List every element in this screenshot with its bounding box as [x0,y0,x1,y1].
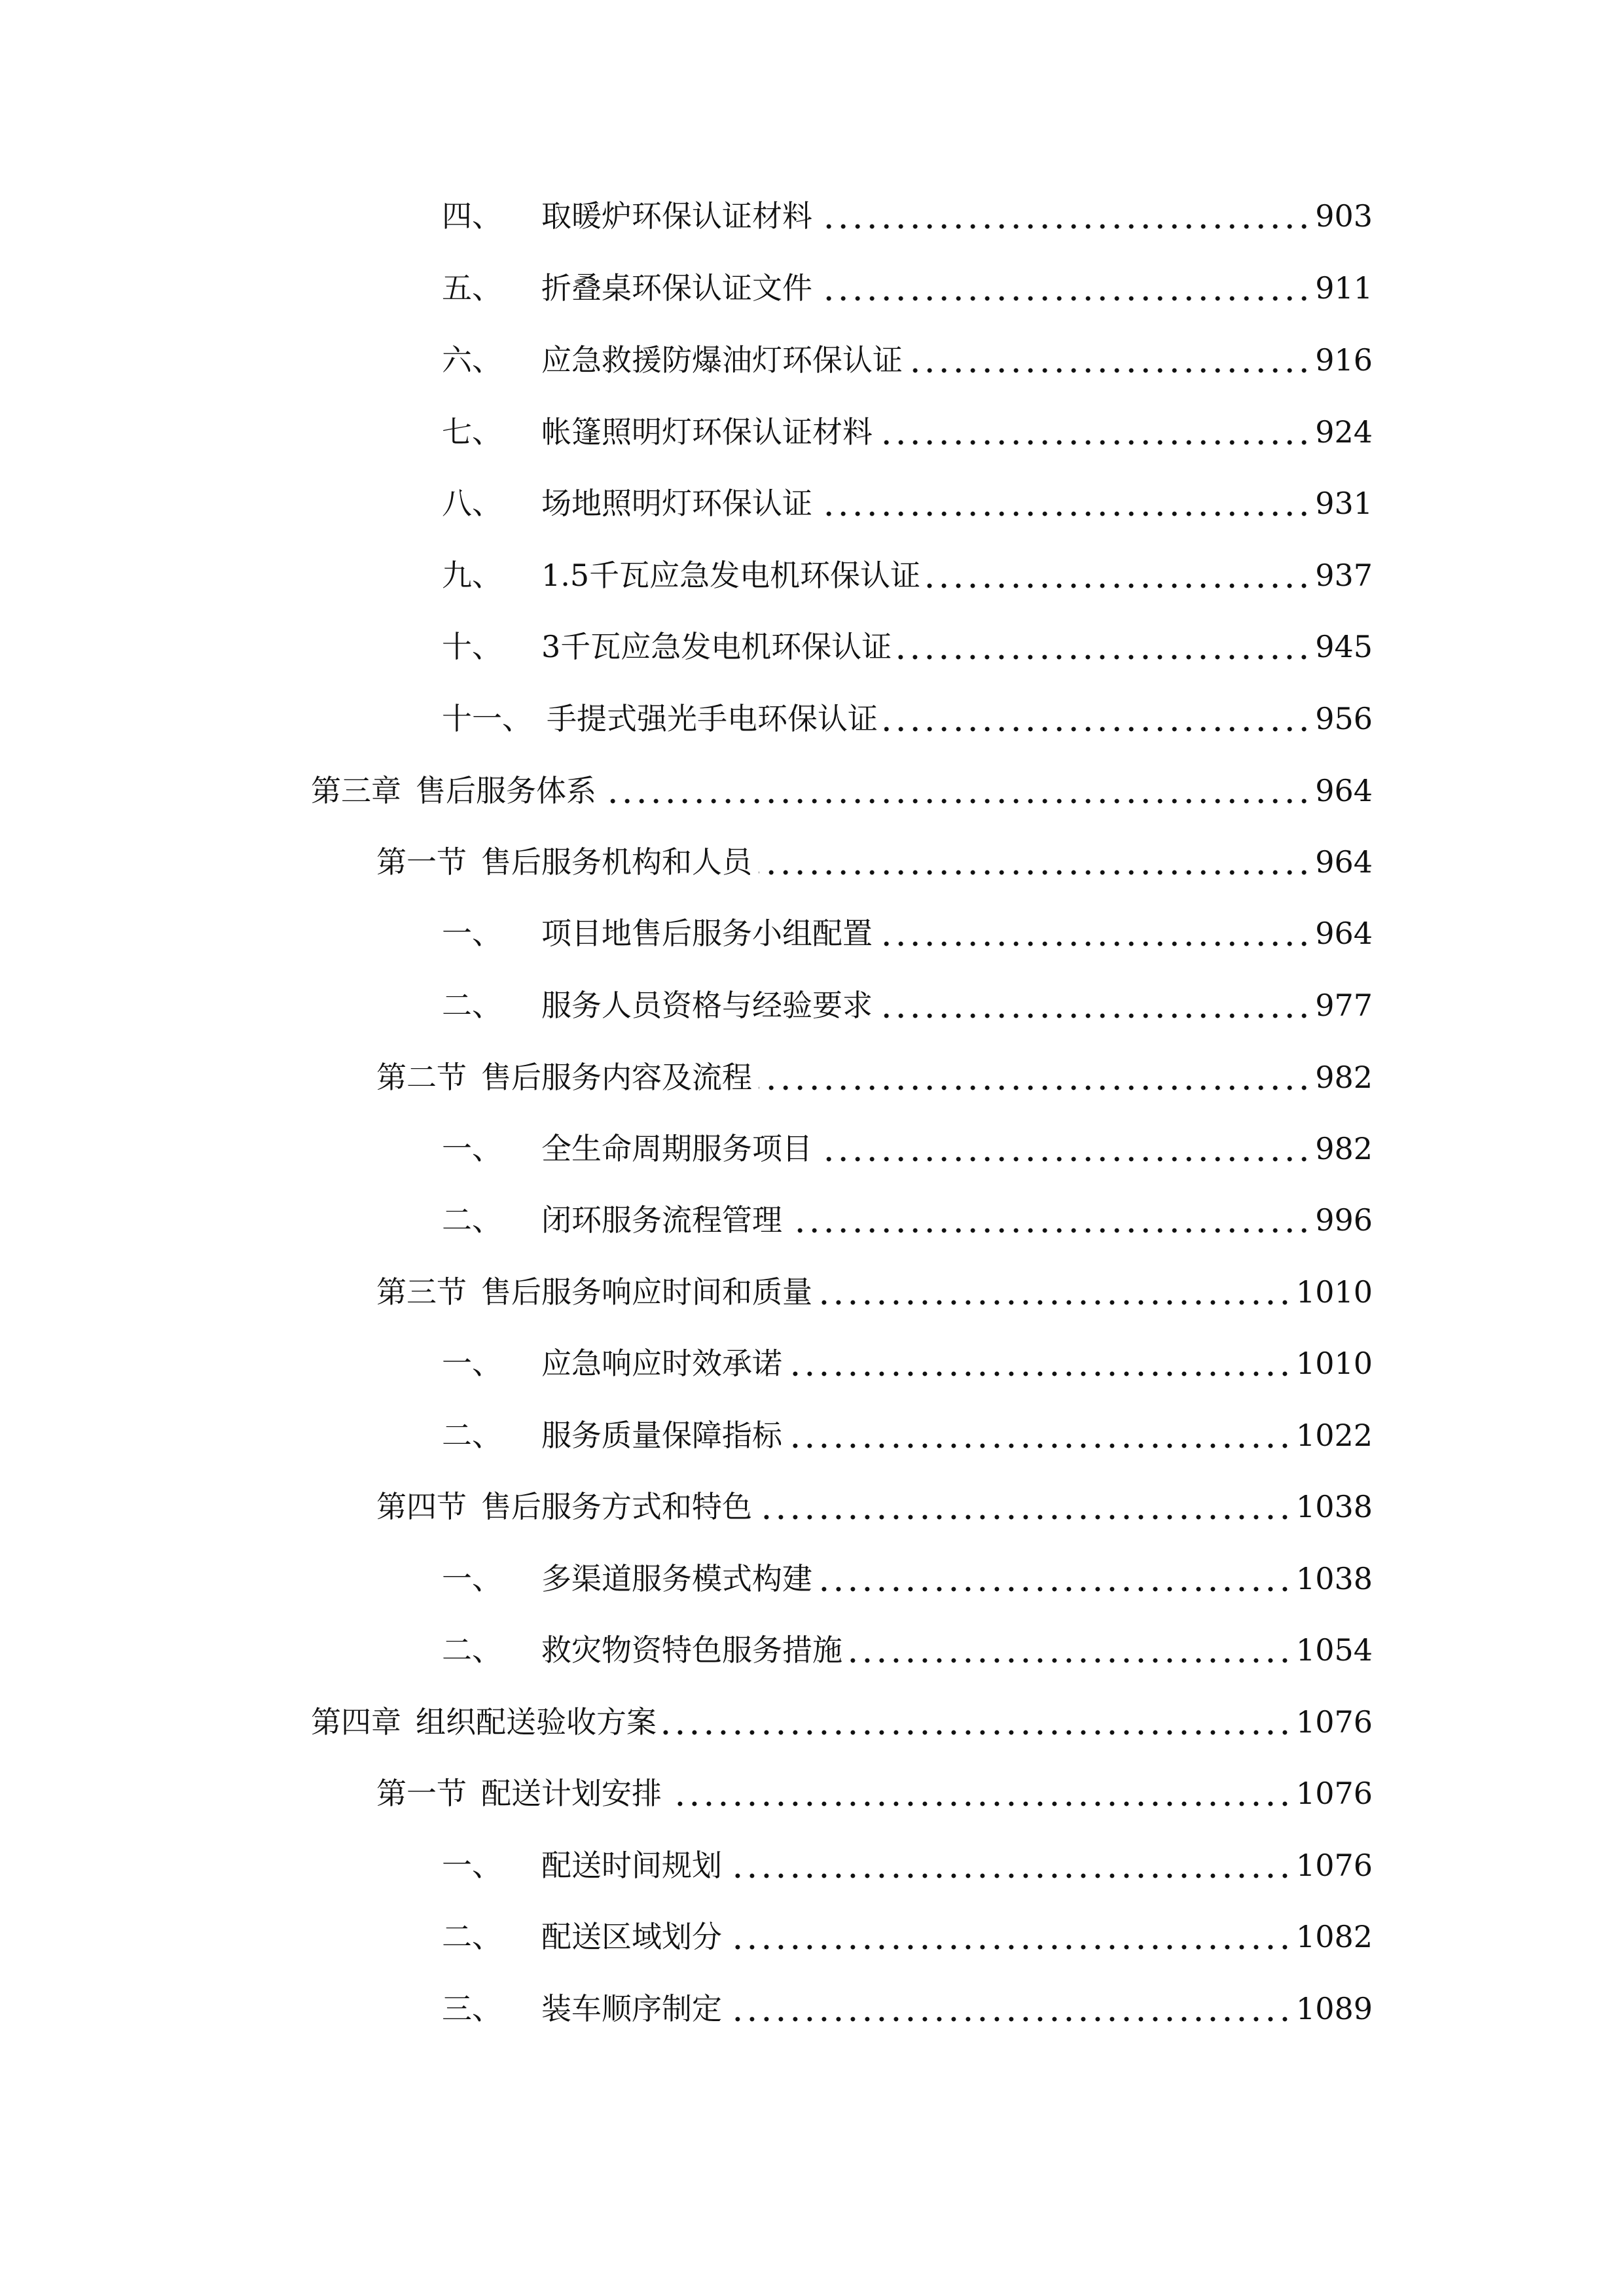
toc-entry-number: 二、 [442,1202,502,1238]
toc-entry-chapter[interactable] [311,1697,1373,1747]
dot-leader [789,1410,1292,1460]
toc-entry[interactable] [442,1195,1373,1245]
dot-leader [759,1482,1292,1532]
toc-entry-number: 一、 [442,1848,502,1883]
toc-entry-number: 二、 [442,988,502,1023]
toc-entry-number: 十、 [442,629,502,664]
dot-leader [909,335,1311,385]
toc-entry-title: 售后服务体系 [416,773,596,808]
toc-entry-page: 996 [1315,1202,1373,1238]
dot-leader [884,694,1311,744]
toc-entry-page: 977 [1315,988,1373,1023]
toc-entry-section[interactable] [376,837,1373,887]
toc-entry-number: 第三章 [311,773,401,808]
toc-entry[interactable] [442,1410,1373,1460]
toc-entry-title: 3千瓦应急发电机环保认证 [541,629,892,664]
toc-entry[interactable] [442,694,1373,744]
dot-leader [819,1267,1292,1317]
toc-entry-number: 四、 [442,198,502,234]
toc-entry-title: 装车顺序制定 [541,1991,722,2026]
dot-leader [849,1625,1292,1675]
toc-entry-number: 七、 [442,414,502,450]
dot-leader [668,1768,1292,1818]
dot-leader [879,980,1311,1030]
toc-entry-page: 924 [1315,414,1373,450]
toc-entry[interactable] [442,1840,1373,1890]
toc-entry-page: 931 [1315,486,1373,521]
toc-entry-page: 964 [1315,844,1373,880]
dot-leader [789,1338,1292,1388]
toc-entry-title: 闭环服务流程管理 [541,1202,782,1238]
toc-entry-page: 1038 [1295,1561,1373,1596]
dot-leader [789,1195,1311,1245]
toc-entry[interactable] [442,1554,1373,1604]
toc-entry-number: 一、 [442,916,502,951]
toc-entry-page: 1076 [1295,1704,1373,1740]
dot-leader [927,550,1311,600]
toc-entry-page: 1089 [1295,1991,1373,2026]
toc-entry-title: 售后服务机构和人员 [481,844,752,880]
dot-leader [663,1697,1292,1747]
toc-entry-number: 第二节 [376,1060,467,1095]
dot-leader [759,1052,1311,1102]
toc-entry-section[interactable] [376,1052,1373,1102]
toc-entry-number: 十一、 [442,701,532,736]
dot-leader [603,766,1311,816]
toc-entry-number: 六、 [442,342,502,378]
toc-entry-page: 956 [1315,701,1373,736]
toc-entry[interactable] [442,1625,1373,1675]
toc-entry[interactable] [442,263,1373,313]
toc-entry-page: 982 [1315,1131,1373,1166]
toc-entry-title: 售后服务方式和特色 [481,1489,752,1524]
toc-entry-section[interactable] [376,1482,1373,1532]
toc-entry[interactable] [442,335,1373,385]
toc-entry-chapter[interactable] [311,766,1373,816]
toc-entry-page: 1076 [1295,1848,1373,1883]
toc-entry-page: 982 [1315,1060,1373,1095]
toc-entry-title: 项目地售后服务小组配置 [541,916,873,951]
toc-entry[interactable] [442,622,1373,672]
toc-entry-page: 1010 [1295,1274,1373,1310]
toc-entry-page: 1010 [1295,1346,1373,1381]
toc-entry-title: 折叠桌环保认证文件 [541,270,812,306]
toc-entry-number: 五、 [442,270,502,306]
toc-entry-number: 一、 [442,1561,502,1596]
toc-entry-title: 救灾物资特色服务措施 [541,1632,842,1668]
toc-entry-page: 1022 [1295,1418,1373,1453]
toc-entry-title: 售后服务响应时间和质量 [481,1274,812,1310]
toc-entry-number: 第一节 [376,1776,467,1811]
dot-leader [729,1984,1292,2034]
toc-entry[interactable] [442,908,1373,958]
dot-leader [729,1840,1292,1890]
toc-entry-number: 第四节 [376,1489,467,1524]
toc-entry-page: 1082 [1295,1919,1373,1954]
toc-entry-section[interactable] [376,1768,1373,1818]
toc-entry-number: 第三节 [376,1274,467,1310]
toc-entry-page: 911 [1315,270,1373,306]
toc-entry-page: 1054 [1295,1632,1373,1668]
dot-leader [819,478,1311,528]
toc-entry-title: 服务人员资格与经验要求 [541,988,873,1023]
toc-entry-title: 1.5千瓦应急发电机环保认证 [541,558,921,593]
toc-entry-title: 售后服务内容及流程 [481,1060,752,1095]
toc-entry-title: 取暖炉环保认证材料 [541,198,812,234]
toc-entry[interactable] [442,550,1373,600]
toc-entry[interactable] [442,980,1373,1030]
toc-entry-title: 配送区域划分 [541,1919,722,1954]
dot-leader [879,908,1311,958]
toc-entry[interactable] [442,407,1373,457]
toc-entry-title: 多渠道服务模式构建 [541,1561,812,1596]
toc-entry-number: 第四章 [311,1704,401,1740]
toc-entry-page: 937 [1315,558,1373,593]
toc-entry-section[interactable] [376,1267,1373,1317]
toc-entry-title: 服务质量保障指标 [541,1418,782,1453]
toc-entry-title: 手提式强光手电环保认证 [547,701,878,736]
dot-leader [879,407,1311,457]
toc-entry[interactable] [442,1338,1373,1388]
dot-leader [819,1124,1311,1174]
toc-entry-number: 第一节 [376,844,467,880]
dot-leader [729,1912,1292,1962]
toc-entry[interactable] [442,478,1373,528]
toc-entry-page: 945 [1315,629,1373,664]
toc-entry-title: 全生命周期服务项目 [541,1131,812,1166]
toc-entry-number: 三、 [442,1991,502,2026]
toc-entry[interactable] [442,1984,1373,2034]
toc-entry-title: 配送计划安排 [481,1776,662,1811]
toc-entry-title: 应急救援防爆油灯环保认证 [541,342,903,378]
toc-entry-title: 应急响应时效承诺 [541,1346,782,1381]
dot-leader [819,1554,1292,1604]
toc-entry-number: 二、 [442,1632,502,1668]
toc-entry-number: 九、 [442,558,502,593]
toc-entry-number: 二、 [442,1418,502,1453]
toc-entry-title: 配送时间规划 [541,1848,722,1883]
toc-entry-number: 一、 [442,1131,502,1166]
toc-entry-title: 场地照明灯环保认证 [541,486,812,521]
dot-leader [819,263,1311,313]
toc-entry[interactable] [442,1912,1373,1962]
toc-entry-title: 组织配送验收方案 [416,1704,657,1740]
toc-entry-number: 二、 [442,1919,502,1954]
toc-entry-number: 一、 [442,1346,502,1381]
toc-entry-page: 1076 [1295,1776,1373,1811]
toc-entry-page: 903 [1315,198,1373,234]
toc-entry-number: 八、 [442,486,502,521]
dot-leader [898,622,1311,672]
toc-entry-page: 1038 [1295,1489,1373,1524]
dot-leader [819,191,1311,241]
toc-entry-page: 964 [1315,916,1373,951]
toc-entry-page: 916 [1315,342,1373,378]
toc-entry[interactable] [442,1124,1373,1174]
toc-entry[interactable] [442,191,1373,241]
dot-leader [759,837,1311,887]
toc-entry-page: 964 [1315,773,1373,808]
toc-entry-title: 帐篷照明灯环保认证材料 [541,414,873,450]
